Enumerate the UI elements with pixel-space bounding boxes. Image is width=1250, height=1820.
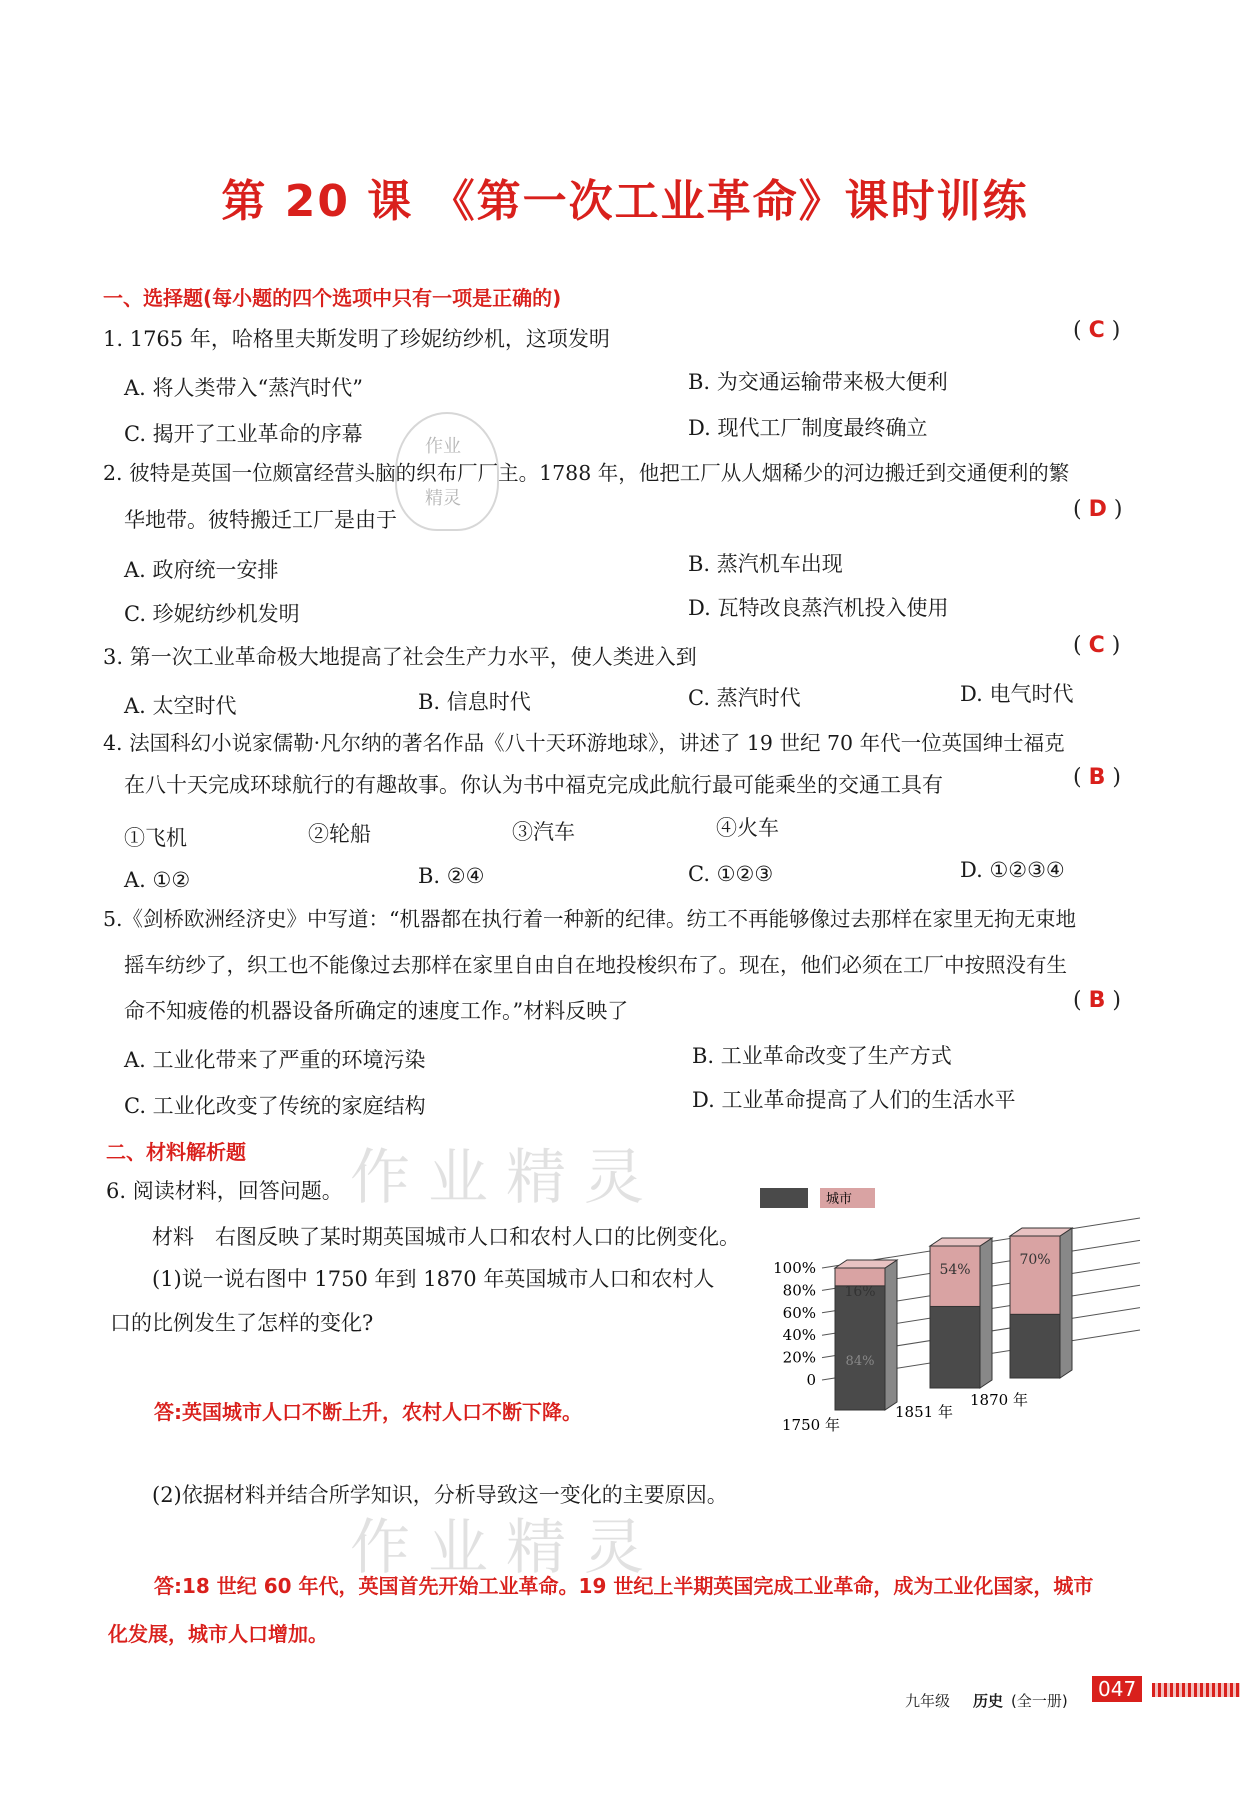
x-tick-label: 1750 年	[782, 1416, 840, 1434]
answer-6-2-line-1: 答:18 世纪 60 年代，英国首先开始工业革命。19 世纪上半期英国完成工业革命，成为工业化国家，城市	[154, 1574, 1094, 1598]
answer-1: ( C )	[1073, 318, 1121, 343]
population-ratio-chart	[760, 1185, 1160, 1435]
y-tick-label: 40%	[782, 1326, 816, 1345]
q3-option-a: A. 太空时代	[124, 694, 237, 718]
q1-option-c: C. 揭开了工业革命的序幕	[124, 422, 363, 446]
legend-swatch-rural	[760, 1188, 808, 1208]
page-title: 第 20 课 《第一次工业革命》课时训练	[221, 176, 1029, 227]
question-6-material: 材料 右图反映了某时期英国城市人口和农村人口的比例变化。	[152, 1225, 740, 1249]
question-1: 1. 1765 年，哈格里夫斯发明了珍妮纺纱机，这项发明	[103, 327, 610, 351]
answer-3: ( C )	[1073, 633, 1121, 658]
q2-option-b: B. 蒸汽机车出现	[688, 552, 843, 576]
bar-top	[835, 1260, 897, 1268]
answer-6-2-line-2: 化发展，城市人口增加。	[108, 1622, 328, 1646]
q3-option-d: D. 电气时代	[960, 682, 1074, 706]
question-3: 3. 第一次工业革命极大地提高了社会生产力水平，使人类进入到	[103, 645, 697, 669]
q4-item-4: ④火车	[716, 816, 779, 840]
y-tick-label: 100%	[773, 1259, 816, 1277]
data-label-city: 54%	[939, 1262, 971, 1278]
question-6-sub1-line-2: 口的比例发生了怎样的变化?	[110, 1311, 374, 1335]
question-5-line-3: 命不知疲倦的机器设备所确定的速度工作。”材料反映了	[124, 999, 629, 1023]
y-tick-label: 80%	[782, 1281, 816, 1300]
q1-option-b: B. 为交通运输带来极大便利	[688, 370, 948, 394]
section-heading-material: 二、材料解析题	[106, 1140, 246, 1164]
bar-side	[980, 1238, 992, 1388]
footer-subject: 历史	[973, 1692, 1004, 1710]
y-tick-label: 20%	[782, 1348, 816, 1367]
bar-rural	[835, 1286, 885, 1410]
answer-5: ( B )	[1073, 988, 1121, 1013]
data-label-city: 16%	[844, 1284, 876, 1300]
question-5-line-2: 摇车纺纱了，织工也不能像过去那样在家里自由自在地投梭织布了。现在，他们必须在工厂中按照没有生	[124, 953, 1067, 977]
watermark-stamp	[395, 412, 499, 531]
x-tick-label: 1870 年	[970, 1391, 1028, 1409]
q5-option-a: A. 工业化带来了严重的环境污染	[124, 1048, 426, 1072]
q4-option-a: A. ①②	[124, 868, 191, 892]
q5-option-d: D. 工业革命提高了人们的生活水平	[692, 1088, 1016, 1112]
data-label-rural: 84%	[845, 1354, 875, 1369]
q2-option-d: D. 瓦特改良蒸汽机投入使用	[688, 596, 949, 620]
answer-4: ( B )	[1073, 765, 1121, 790]
bar-top	[930, 1238, 992, 1246]
footer-grade: 九年级	[905, 1692, 951, 1710]
bar-rural	[1010, 1314, 1060, 1378]
watermark-stamp-bottom: 精灵	[425, 488, 461, 509]
watermark-stamp-top: 作业	[425, 436, 461, 457]
question-2-line-1: 2. 彼特是英国一位颇富经营头脑的织布厂厂主。1788 年，他把工厂从人烟稀少的河边搬迁到交通便利的繁	[103, 461, 1070, 485]
question-6-intro: 6. 阅读材料，回答问题。	[106, 1179, 343, 1203]
q1-option-a: A. 将人类带入“蒸汽时代”	[124, 376, 363, 400]
q2-option-c: C. 珍妮纺纱机发明	[124, 602, 300, 626]
q1-option-d: D. 现代工厂制度最终确立	[688, 416, 928, 440]
bar-top	[1010, 1228, 1072, 1236]
footer-decor-bar	[1152, 1683, 1240, 1697]
question-6-sub2: (2)依据材料并结合所学知识，分析导致这一变化的主要原因。	[152, 1483, 728, 1507]
section-heading-choice: 一、选择题(每小题的四个选项中只有一项是正确的)	[103, 286, 562, 310]
question-5-line-1: 5.《剑桥欧洲经济史》中写道：“机器都在执行着一种新的纪律。纺工不再能够像过去那样在家里无拘无束地	[103, 907, 1077, 931]
q4-item-1: ①飞机	[124, 826, 187, 850]
x-tick-label: 1851 年	[895, 1403, 953, 1421]
watermark-large-lower: 作业精灵	[350, 1513, 662, 1583]
q4-item-2: ②轮船	[308, 822, 371, 846]
q4-option-b: B. ②④	[418, 864, 485, 888]
q5-option-c: C. 工业化改变了传统的家庭结构	[124, 1094, 426, 1118]
question-2-line-2: 华地带。彼特搬迁工厂是由于	[124, 508, 397, 532]
page-number: 047	[1092, 1676, 1142, 1702]
q4-item-3: ③汽车	[512, 820, 575, 844]
answer-6-1: 答:英国城市人口不断上升，农村人口不断下降。	[154, 1400, 582, 1424]
question-6-sub1-line-1: (1)说一说右图中 1750 年到 1870 年英国城市人口和农村人	[152, 1267, 715, 1291]
watermark-large: 作业精灵	[350, 1143, 662, 1213]
answer-2: ( D )	[1073, 497, 1123, 522]
q4-option-c: C. ①②③	[688, 862, 774, 886]
y-tick-label: 60%	[782, 1303, 816, 1322]
question-4-line-2: 在八十天完成环球航行的有趣故事。你认为书中福克完成此航行最可能乘坐的交通工具有	[124, 773, 943, 797]
bar-rural	[930, 1306, 980, 1388]
question-4-line-1: 4. 法国科幻小说家儒勒·凡尔纳的著名作品《八十天环游地球》，讲述了 19 世纪 70 年代一位英国绅士福克	[103, 731, 1065, 755]
q3-option-c: C. 蒸汽时代	[688, 686, 801, 710]
q2-option-a: A. 政府统一安排	[124, 558, 279, 582]
footer-book: (全一册)	[1011, 1692, 1068, 1710]
bar-side	[885, 1260, 897, 1410]
bar-city	[1010, 1236, 1060, 1314]
q4-option-d: D. ①②③④	[960, 858, 1065, 882]
y-tick-label: 0	[806, 1371, 816, 1389]
q3-option-b: B. 信息时代	[418, 690, 531, 714]
data-label-city: 70%	[1019, 1252, 1051, 1268]
q5-option-b: B. 工业革命改变了生产方式	[692, 1044, 952, 1068]
bar-side	[1060, 1228, 1072, 1378]
legend-label-city: 城市	[826, 1192, 853, 1207]
